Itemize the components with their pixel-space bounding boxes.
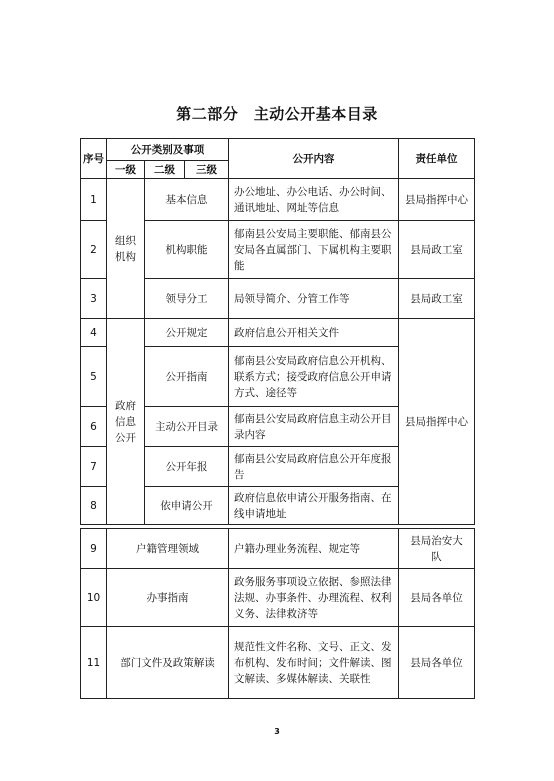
header-level3: 三级 [185, 161, 229, 179]
row-number: 10 [81, 569, 107, 627]
row-unit: 县局政工室 [399, 279, 475, 319]
page-number: 3 [274, 727, 280, 736]
row-content: 户籍办理业务流程、规定等 [229, 529, 399, 569]
row-item: 公开年报 [145, 447, 229, 487]
row-content: 郁南县公安局政府信息公开机构、联系方式；接受政府信息公开申请方式、途径等 [229, 347, 399, 407]
row-item: 公开指南 [145, 347, 229, 407]
row-item: 部门文件及政策解读 [107, 627, 229, 699]
row-unit: 县局各单位 [399, 569, 475, 627]
group-gov-info-label: 政府信息公开 [115, 399, 136, 444]
row-item: 办事指南 [107, 569, 229, 627]
directory-table-main [80, 138, 475, 525]
row-number: 6 [81, 407, 107, 447]
row-item: 领导分工 [145, 279, 229, 319]
row-content: 郁南县公安局主要职能、郁南县公安局各直属部门、下属机构主要职能 [229, 221, 399, 279]
group-org [107, 179, 145, 319]
table-row [81, 179, 475, 221]
row-item: 基本信息 [145, 179, 229, 221]
directory-table-continued [80, 528, 475, 699]
row-unit: 县局指挥中心 [399, 319, 475, 525]
row-content: 政府信息公开相关文件 [229, 319, 399, 347]
header-category: 公开类别及事项 [107, 139, 229, 161]
row-number: 3 [81, 279, 107, 319]
row-item: 户籍管理领域 [107, 529, 229, 569]
table-row [81, 627, 475, 699]
table-row [81, 529, 475, 569]
row-content: 政府信息依申请公开服务指南、在线申请地址 [229, 487, 399, 525]
row-number: 2 [81, 221, 107, 279]
row-unit: 县局指挥中心 [399, 179, 475, 221]
row-item: 机构职能 [145, 221, 229, 279]
row-content: 政务服务事项设立依据、参照法律法规、办事条件、办理流程、权利义务、法律救济等 [229, 569, 399, 627]
page-title: 第二部分 主动公开基本目录 [176, 105, 378, 123]
header-level1: 一级 [107, 161, 145, 179]
row-unit: 县局治安大队 [399, 529, 475, 569]
row-number: 1 [81, 179, 107, 221]
row-unit: 县局各单位 [399, 627, 475, 699]
row-number: 5 [81, 347, 107, 407]
table-row [81, 569, 475, 627]
row-item: 公开规定 [145, 319, 229, 347]
header-seq: 序号 [81, 139, 107, 179]
row-content: 郁南县公安局政府信息公开年度报告 [229, 447, 399, 487]
group-org-label: 组织机构 [115, 234, 136, 263]
header-level2: 二级 [145, 161, 185, 179]
row-number: 4 [81, 319, 107, 347]
row-content: 规范性文件名称、文号、正文、发布机构、发布时间；文件解读、图文解读、多媒体解读、关联性 [229, 627, 399, 699]
table-row [81, 319, 475, 347]
row-number: 9 [81, 529, 107, 569]
row-content: 郁南县公安局政府信息主动公开目录内容 [229, 407, 399, 447]
row-item: 主动公开目录 [145, 407, 229, 447]
row-content: 局领导简介、分管工作等 [229, 279, 399, 319]
row-content: 办公地址、办公电话、办公时间、通讯地址、网址等信息 [229, 179, 399, 221]
header-unit: 责任单位 [399, 139, 475, 179]
row-unit: 县局政工室 [399, 221, 475, 279]
header-content: 公开内容 [229, 139, 399, 179]
row-number: 8 [81, 487, 107, 525]
row-item: 依申请公开 [145, 487, 229, 525]
row-number: 7 [81, 447, 107, 487]
row-number: 11 [81, 627, 107, 699]
group-gov-info [107, 319, 145, 525]
